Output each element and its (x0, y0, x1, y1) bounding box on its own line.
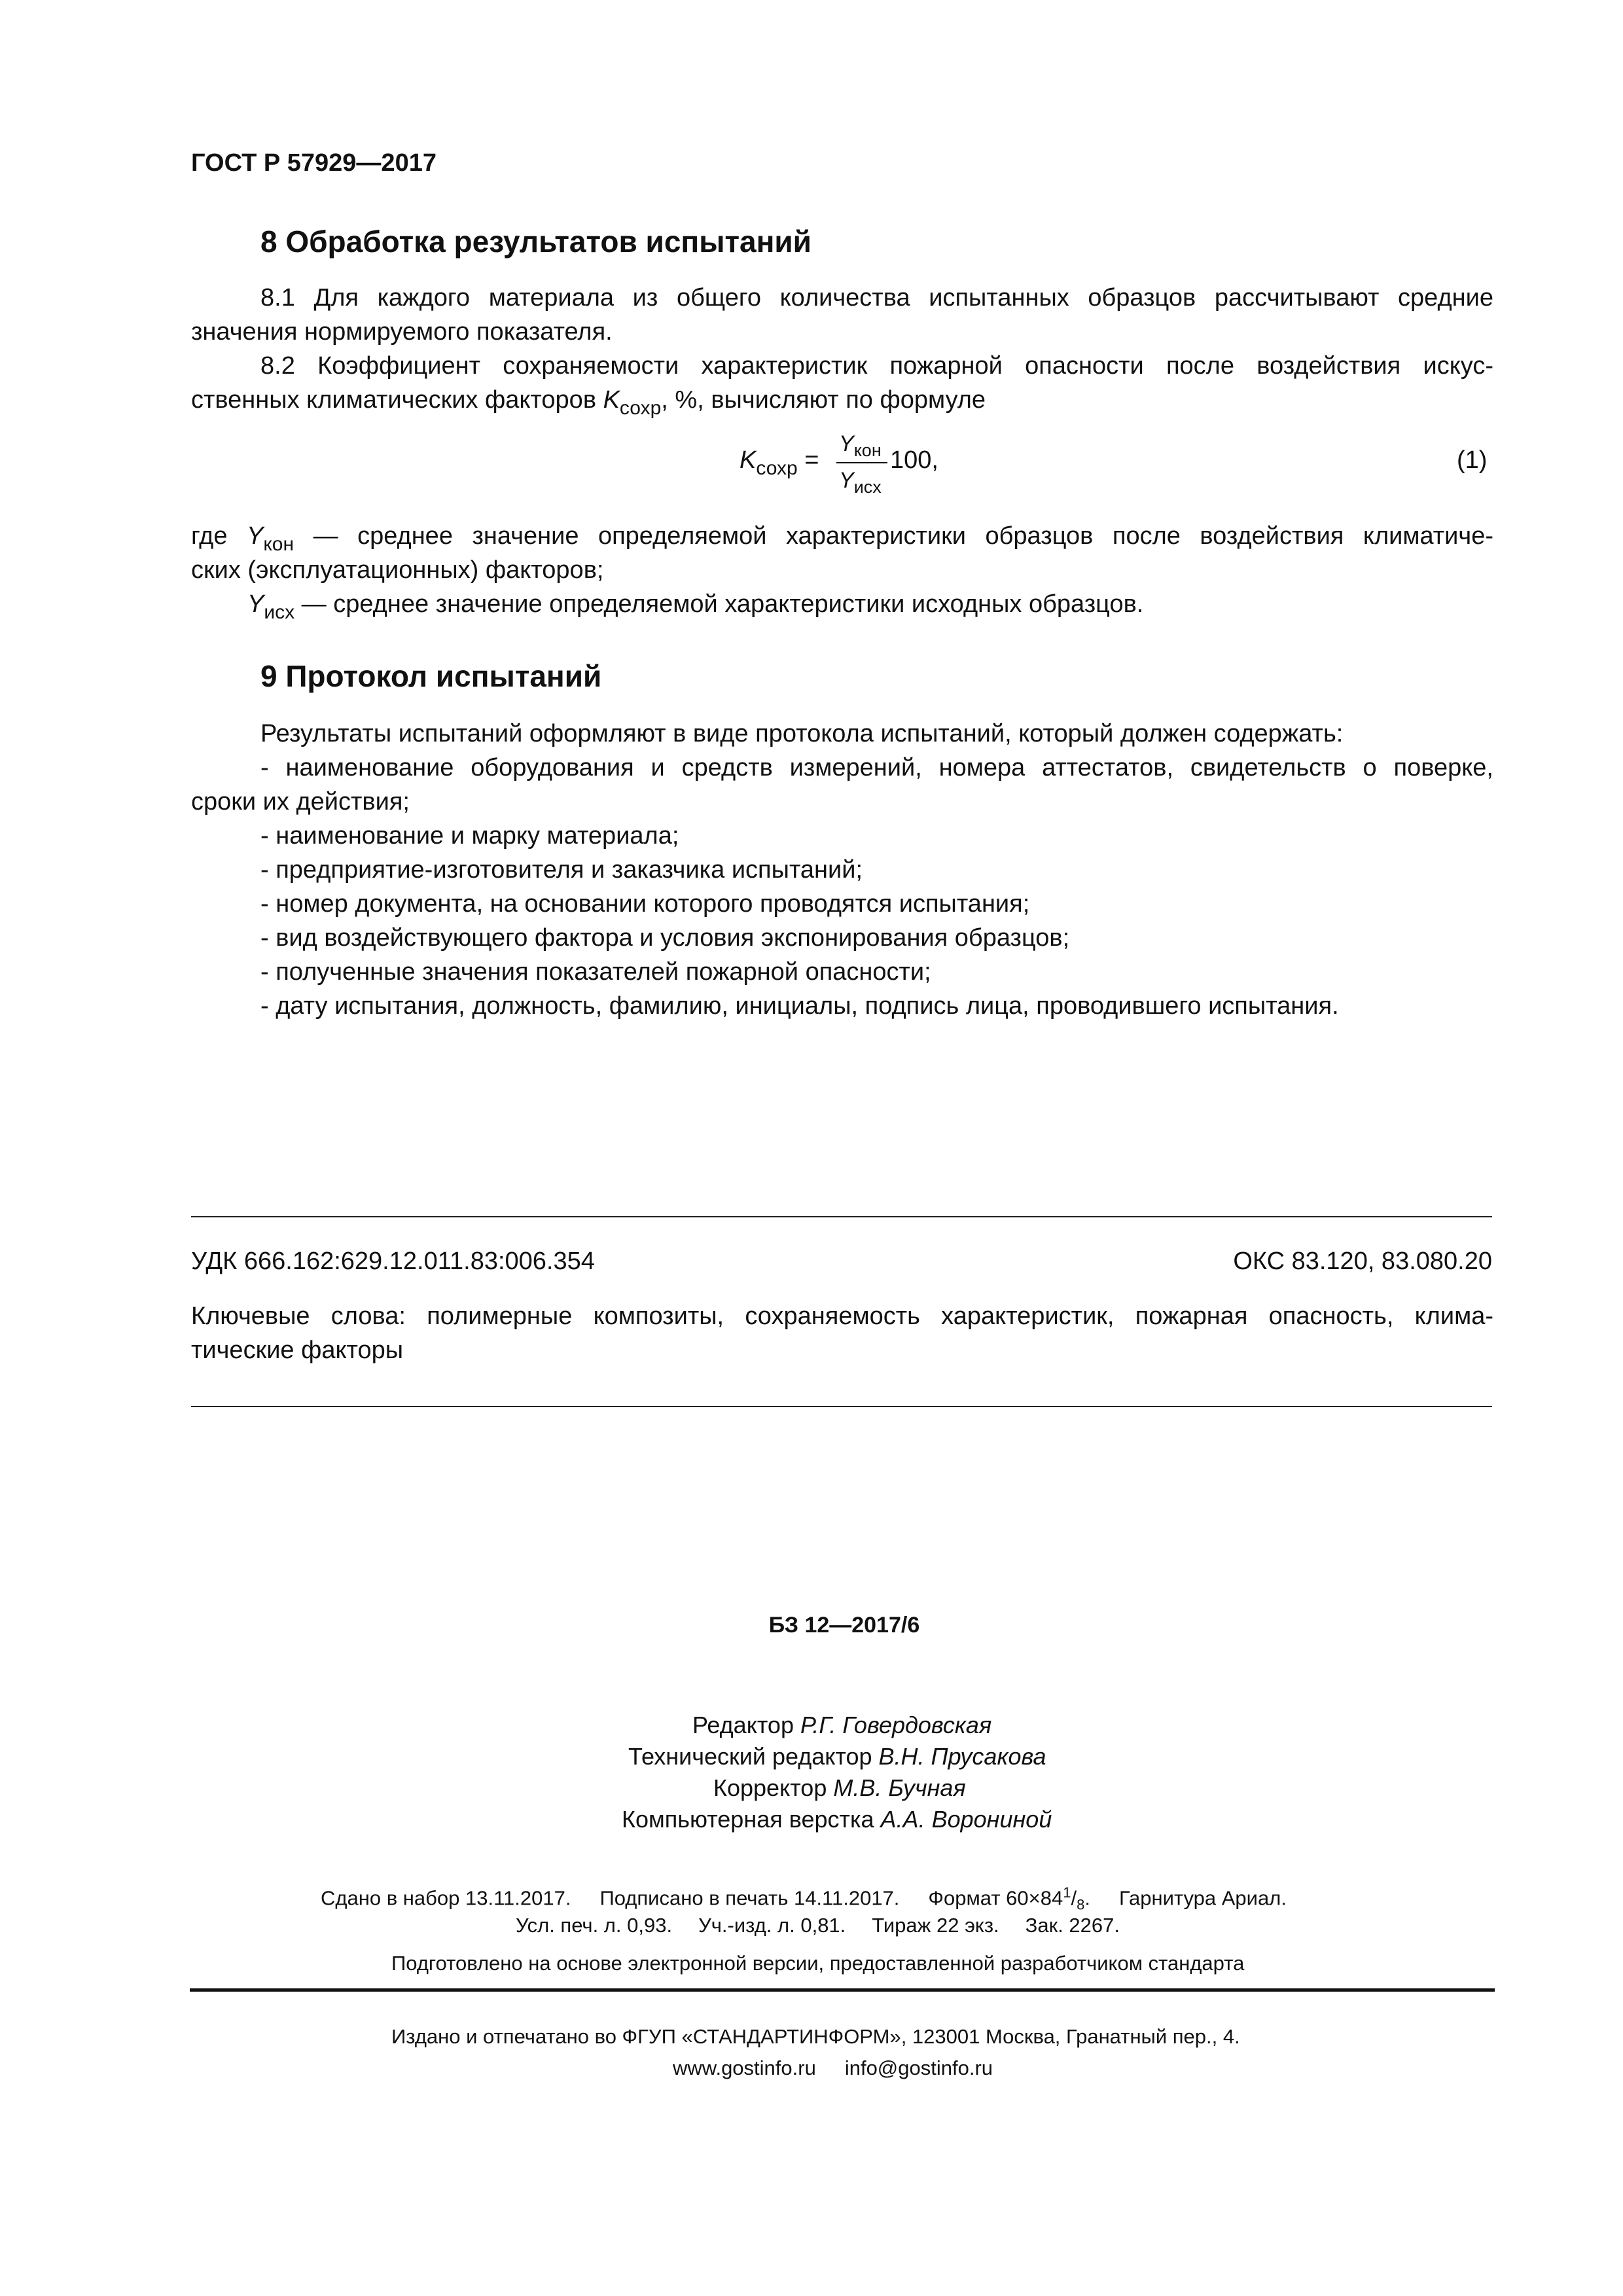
section-8-1-line1: 8.1 Для каждого материала из общего количества испытанных образцов рассчитывают средние (260, 284, 1493, 312)
k-variable: K (603, 386, 620, 414)
print-details-line2: Усл. печ. л. 0,93. Уч.-изд. л. 0,81. Тираж 22 экз. Зак. 2267. (516, 1914, 1120, 1937)
website-link[interactable]: www.gostinfo.ru (673, 2056, 816, 2079)
udk-code: УДК 666.162:629.12.011.83:006.354 (191, 1247, 595, 1275)
contacts-line (673, 2054, 993, 2083)
formula-lhs: $K_{сохр}$ = (740, 446, 819, 479)
staff-layout: Компьютерная верстка А.А. Ворониной (622, 1806, 1052, 1833)
staff-tech-editor: Технический редактор В.Н. Прусакова (628, 1743, 1046, 1770)
section-9-title: 9 Протокол испытаний (260, 659, 602, 693)
publisher-line: Издано и отпечатано во ФГУП «СТАНДАРТИНФОРМ», 123001 Москва, Гранатный пер., 4. (391, 2025, 1240, 2048)
keywords-line1: Ключевые слова: полимерные композиты, сохраняемость характеристик, пожарная опасность, клима- (191, 1302, 1493, 1330)
fraction-bar (836, 462, 887, 463)
section-8-2-line2: ственных климатических факторов $K_{сохр}$, %, вычисляют по формуле (191, 386, 986, 419)
keywords-line2: тические факторы (191, 1336, 404, 1364)
list-item: - полученные значения показателей пожарной опасности; (260, 958, 931, 986)
where-line2: ских (эксплуатационных) факторов; (191, 556, 604, 584)
section-9-intro: Результаты испытаний оформляют в виде протокола испытаний, который должен содержать: (260, 720, 1344, 747)
list-item-equipment-line2: сроки их действия; (191, 788, 410, 816)
list-item-equipment-line1: - наименование оборудования и средств измерений, номера аттестатов, свидетельств о поверке, (260, 754, 1493, 781)
divider-top (191, 1216, 1492, 1217)
formula-denominator: $Y_{исх}$ (839, 468, 882, 497)
formula-numerator: $Y_{кон}$ (839, 431, 882, 460)
section-8-title: 8 Обработка результатов испытаний (260, 224, 812, 259)
formula-number: (1) (1457, 446, 1488, 474)
print-details-line1: Сдано в набор 13.11.2017. Подписано в печать 14.11.2017. Формат $60\times 84^1/_8$. Гарнитура Ариал. (321, 1884, 1287, 1913)
where-line1: где $Y_{кон}$ — среднее значение определяемой характеристики образцов после воздействия климатиче- (191, 522, 1493, 555)
formula-multiplier: 100, (890, 446, 938, 474)
section-8-1-line2: значения нормируемого показателя. (191, 318, 613, 346)
divider-bottom (191, 1406, 1492, 1407)
staff-editor: Редактор Р.Г. Говердовская (692, 1712, 992, 1738)
prepared-note: Подготовлено на основе электронной версии, предоставленной разработчиком стандарта (391, 1952, 1245, 1975)
list-item: - вид воздействующего фактора и условия экспонирования образцов; (260, 924, 1070, 952)
section-8-2-line1: 8.2 Коэффициент сохраняемости характеристик пожарной опасности после воздействия искус- (260, 352, 1493, 380)
list-item: - номер документа, на основании которого проводятся испытания; (260, 890, 1030, 918)
document-code: ГОСТ Р 57929—2017 (191, 149, 437, 177)
where-line3: $Y_{исх}$ — среднее значение определяемой характеристики исходных образцов. (247, 590, 1144, 623)
list-item: - предприятие-изготовителя и заказчика испытаний; (260, 856, 863, 884)
list-item: - наименование и марку материала; (260, 822, 679, 850)
staff-corrector: Корректор М.В. Бучная (713, 1774, 966, 1801)
oks-code: ОКС 83.120, 83.080.20 (1233, 1247, 1492, 1275)
email-link[interactable]: info@gostinfo.ru (844, 2056, 993, 2079)
bz-number: БЗ 12—2017/6 (768, 1613, 920, 1638)
list-item: - дату испытания, должность, фамилию, инициалы, подпись лица, проводившего испытания. (260, 992, 1339, 1020)
imprint-divider (190, 1988, 1495, 1992)
